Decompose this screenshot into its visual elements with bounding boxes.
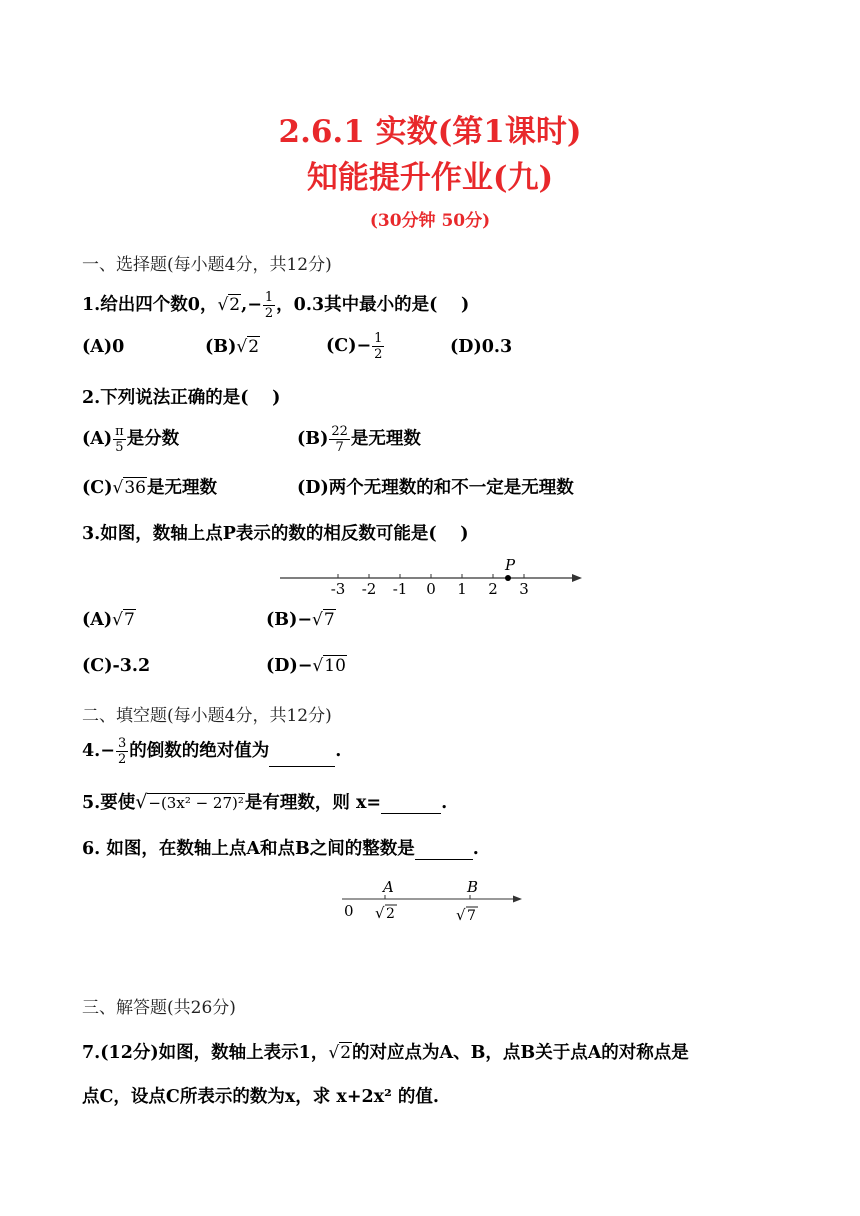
section-heading-choice: 一、选择题(每小题4分，共12分): [82, 255, 332, 275]
q1-option-c: (C)− $\frac{1}{2}$: [326, 331, 383, 362]
axis-tick-label: 0: [426, 580, 436, 598]
point-p-label: P: [505, 556, 516, 574]
axis-tick-label: -3: [330, 580, 346, 598]
question-6: 6. 如图，在数轴上点A和点B之间的整数是 .: [82, 839, 479, 859]
axis-arrow: [513, 896, 522, 903]
q1-option-b: (B)√2: [205, 337, 260, 357]
value-a: 2: [386, 906, 395, 922]
answer-blank: [415, 841, 473, 860]
q2-option-a: (A) $\frac{\pi}{5}$ 是分数: [82, 424, 180, 455]
question-4: 4.− $\frac{3}{2}$ 的倒数的绝对值为 .: [82, 736, 342, 767]
section-heading-fill: 二、填空题(每小题4分，共12分): [82, 706, 332, 726]
axis-arrow: [572, 574, 582, 582]
number-line-figure-q6: [336, 876, 532, 928]
q1-option-a: (A)0: [82, 337, 125, 357]
label-b: B: [467, 878, 479, 896]
q3-option-a: (A)√7: [82, 610, 135, 630]
answer-blank: [381, 795, 441, 814]
question-5: 5.要使√−(3x² − 27)²是有理数，则 x= .: [82, 791, 448, 813]
page-subtitle: 知能提升作业(九): [306, 160, 554, 196]
fraction: $\frac{1}{2}$: [264, 290, 274, 321]
axis-tick-label: -2: [361, 580, 377, 598]
q1-option-d: (D)0.3: [450, 337, 513, 357]
q2-option-c: (C)√36是无理数: [82, 478, 217, 498]
sqrt-symbol-b: √: [456, 906, 466, 924]
label-zero: 0: [344, 902, 354, 920]
q3-option-d: (D)−√10: [266, 656, 346, 676]
axis-tick-label: 2: [488, 580, 498, 598]
question-1: 1.给出四个数0，√2,− $\frac{1}{2}$ ，0.3其中最小的是( ): [82, 290, 470, 321]
axis-tick-label: 3: [519, 580, 529, 598]
axis-tick-label: -1: [392, 580, 408, 598]
sqrt-symbol: √2: [217, 295, 241, 315]
time-score: (30分钟 50分): [369, 211, 491, 231]
value-b: 7: [467, 908, 476, 924]
label-a: A: [383, 878, 394, 896]
section-heading-solve: 三、解答题(共26分): [82, 998, 236, 1018]
question-7-line-2: 点C，设点C所表示的数为x，求 x+2x² 的值.: [82, 1087, 439, 1107]
question-7-line-1: 7.(12分)如图，数轴上表示1，√2的对应点为A、B，点B关于点A的对称点是: [82, 1043, 689, 1063]
point-p-marker: [505, 575, 511, 581]
question-2: 2.下列说法正确的是( ): [82, 388, 281, 408]
q2-option-d: (D)两个无理数的和不一定是无理数: [297, 478, 574, 498]
q3-option-b: (B)−√7: [266, 610, 335, 630]
page-title: 2.6.1 实数(第1课时): [278, 114, 582, 150]
q2-option-b: (B) $\frac{22}{7}$ 是无理数: [297, 424, 421, 455]
axis-tick-label: 1: [457, 580, 467, 598]
q3-option-c: (C)-3.2: [82, 656, 151, 676]
answer-blank: [269, 748, 335, 767]
question-3: 3.如图，数轴上点P表示的数的相反数可能是( ): [82, 524, 469, 544]
sqrt-symbol-a: √: [375, 904, 385, 922]
number-line-figure-q3: [276, 556, 586, 600]
